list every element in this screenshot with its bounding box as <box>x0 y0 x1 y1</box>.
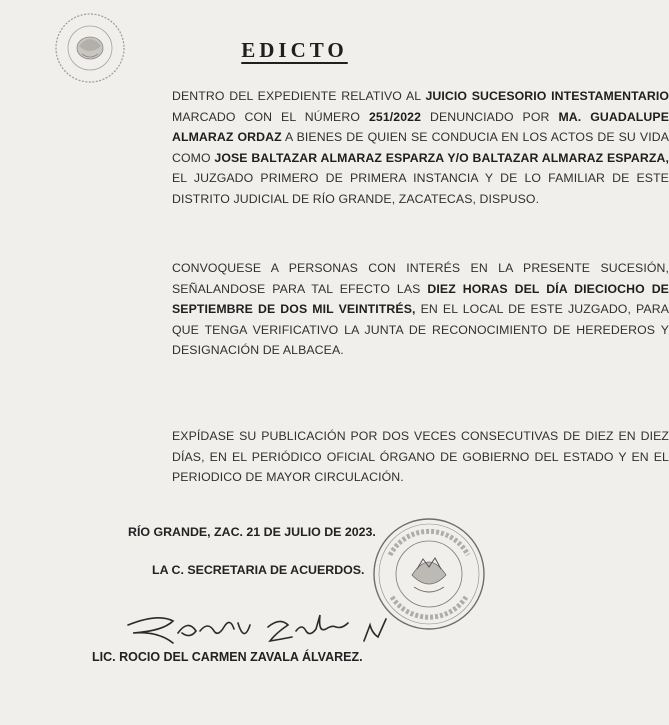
signer-name: LIC. ROCIO DEL CARMEN ZAVALA ÁLVAREZ. <box>92 650 363 664</box>
text: DENUNCIADO POR <box>421 109 559 124</box>
paragraph-publicacion: EXPÍDASE SU PUBLICACIÓN POR DOS VECES CONSECUTIVAS DE DIEZ EN DIEZ DÍAS, EN EL PERIÓDICO OFICIAL ÓRGANO DE GOBIERNO DEL ESTADO Y EN EL PERIODICO DE MAYOR CIRCULACIÓN. <box>172 429 669 485</box>
text: A BIENES DE QUIEN SE CONDUCIA EN LOS ACTOS DE SU VIDA COMO <box>172 130 669 165</box>
bold-text: JUICIO SUCESORIO INTESTAMENTARIO <box>425 89 669 103</box>
bold-text: JOSE BALTAZAR ALMARAZ ESPARZA Y/O BALTAZAR ALMARAZ ESPARZA, <box>214 150 669 165</box>
text: EL JUZGADO PRIMERO DE PRIMERA INSTANCIA Y DE LO FAMILIAR DE ESTE DISTRITO JUDICIAL DE RÍO GRANDE, ZACATECAS, DISPUSO. <box>172 171 669 206</box>
text: MARCADO CON EL NÚMERO <box>172 109 369 124</box>
bold-text: DIEZ HORAS DEL DÍA DIECIOCHO DE SEPTIEMBRE DE DOS MIL VEINTITRÉS, <box>172 281 669 317</box>
bold-text: 251/2022 <box>368 109 422 124</box>
handwritten-signature <box>118 605 418 650</box>
secretary-title: LA C. SECRETARIA DE ACUERDOS. <box>152 563 365 577</box>
paragraph-convocatoria <box>24 258 669 361</box>
text: DENTRO DEL EXPEDIENTE RELATIVO AL <box>172 89 426 103</box>
document-title <box>0 38 549 63</box>
place-date: RÍO GRANDE, ZAC. 21 DE JULIO DE 2023. <box>128 525 376 539</box>
bold-text: MA. GUADALUPE ALMARAZ ORDAZ <box>172 109 669 145</box>
title-text: EDICTO <box>241 38 348 62</box>
text: CONVOQUESE A PERSONAS CON INTERÉS EN LA PRESENTE SUCESIÓN, SEÑALANDOSE PARA TAL EFECTO LAS <box>172 261 669 296</box>
text: EN EL LOCAL DE ESTE JUZGADO, PARA QUE TENGA VERIFICATIVO LA JUNTA DE RECONOCIMIENTO DE HEREDEROS Y DESIGNACIÓN DE ALBACEA. <box>172 302 669 358</box>
paragraph-expediente <box>24 86 669 210</box>
